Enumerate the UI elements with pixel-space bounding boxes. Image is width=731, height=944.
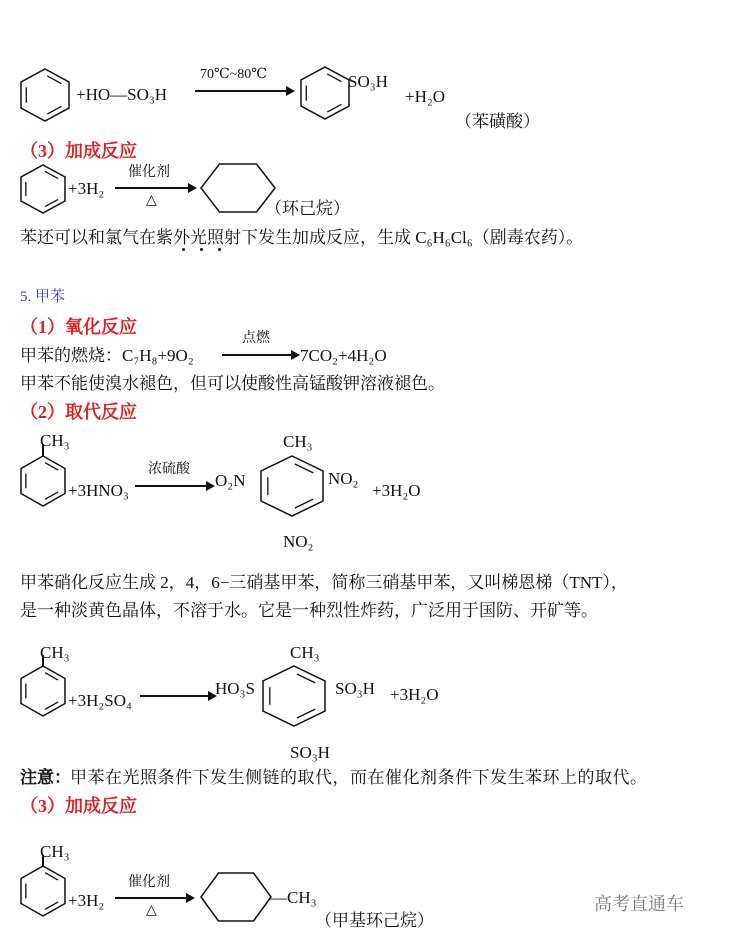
combustion-right: 7CO₂+4H₂O [300, 346, 387, 365]
oxidation-note: 甲苯不能使溴水褪色，但可以使酸性高锰酸钾溶液褪色。 [20, 374, 445, 393]
byproduct: +H₂O [405, 87, 446, 106]
bottom-group: NO₂ [283, 532, 314, 551]
bottom-group: SO₃H [290, 743, 330, 762]
condition: 点燃 [242, 331, 270, 346]
section-heading: （3）加成反应 [20, 796, 137, 816]
section-heading: （1）氧化反应 [20, 317, 137, 337]
note-text: 甲苯在光照条件下发生侧链的取代，而在催化剂条件下发生苯环上的取代。 [70, 768, 648, 787]
right-group: SO₃H [335, 679, 375, 698]
top-group: CH₃ [290, 643, 320, 662]
combustion-left: 甲苯的燃烧：C₇H₈+9O₂ [20, 346, 194, 365]
left-group: HO₃S [215, 679, 255, 698]
product-group: SO₃H [348, 72, 388, 91]
reaction-arrow [115, 897, 193, 899]
product-name: （甲基环己烷） [315, 911, 434, 930]
reaction-arrow [140, 695, 215, 697]
methyl-group: CH₃ [40, 842, 70, 861]
benzene-ring [20, 865, 66, 917]
reagent: +HO—SO₃H [76, 85, 168, 104]
reagent: +3H₂ [68, 179, 105, 198]
toluene-trisulfonic-acid-ring [262, 665, 326, 727]
reaction-arrow [195, 90, 293, 92]
cyclohexane-ring [200, 872, 272, 922]
paragraph-line: 甲苯硝化反应生成 2，4，6−三硝基甲苯，简称三硝基甲苯，又叫梯恩梯（TNT）， [20, 573, 628, 592]
methyl-group: CH₃ [40, 643, 70, 662]
trinitrotoluene-ring [260, 455, 324, 517]
byproduct: +3H₂O [372, 481, 421, 500]
watermark: 高考直通车 [594, 894, 684, 915]
reagent: +3H₂SO₄ [68, 691, 132, 710]
benzene-chlorine-note: 苯还可以和氯气在紫外光照射下发生加成反应，生成 C₆H₆Cl₆（剧毒农药）。 [20, 228, 584, 247]
condition: 浓硫酸 [148, 462, 190, 477]
benzene-ring [20, 665, 66, 717]
section-title: 5. 甲苯 [20, 289, 66, 305]
product-name: （环己烷） [265, 199, 350, 218]
reaction-arrow [222, 354, 298, 356]
top-group: CH₃ [283, 432, 313, 451]
methyl-group: CH₃ [40, 431, 70, 450]
reaction-arrow [115, 187, 195, 189]
section-heading: （3）加成反应 [20, 141, 137, 161]
section-heading: （2）取代反应 [20, 402, 137, 422]
paragraph-line: 是一种淡黄色晶体，不溶于水。它是一种烈性炸药，广泛用于国防、开矿等。 [20, 601, 598, 620]
heat-symbol: △ [146, 193, 157, 208]
reagent: +3H₂ [68, 891, 105, 910]
note-label: 注意： [20, 768, 71, 787]
benzene-ring [20, 455, 66, 507]
reagent: +3HNO₃ [68, 481, 129, 500]
byproduct: +3H₂O [390, 685, 439, 704]
catalyst: 催化剂 [128, 875, 170, 890]
benzene-ring [20, 68, 70, 122]
product-group: —CH₃ [270, 888, 317, 907]
left-group: O₂N [215, 471, 246, 490]
right-group: NO₂ [328, 469, 359, 488]
benzene-ring [300, 66, 350, 120]
catalyst: 催化剂 [128, 165, 170, 180]
product-name: （苯磺酸） [455, 112, 540, 131]
reaction-arrow [135, 485, 213, 487]
benzene-ring [20, 164, 66, 214]
heat-symbol: △ [146, 903, 157, 918]
condition: 70℃~80℃ [200, 67, 267, 82]
